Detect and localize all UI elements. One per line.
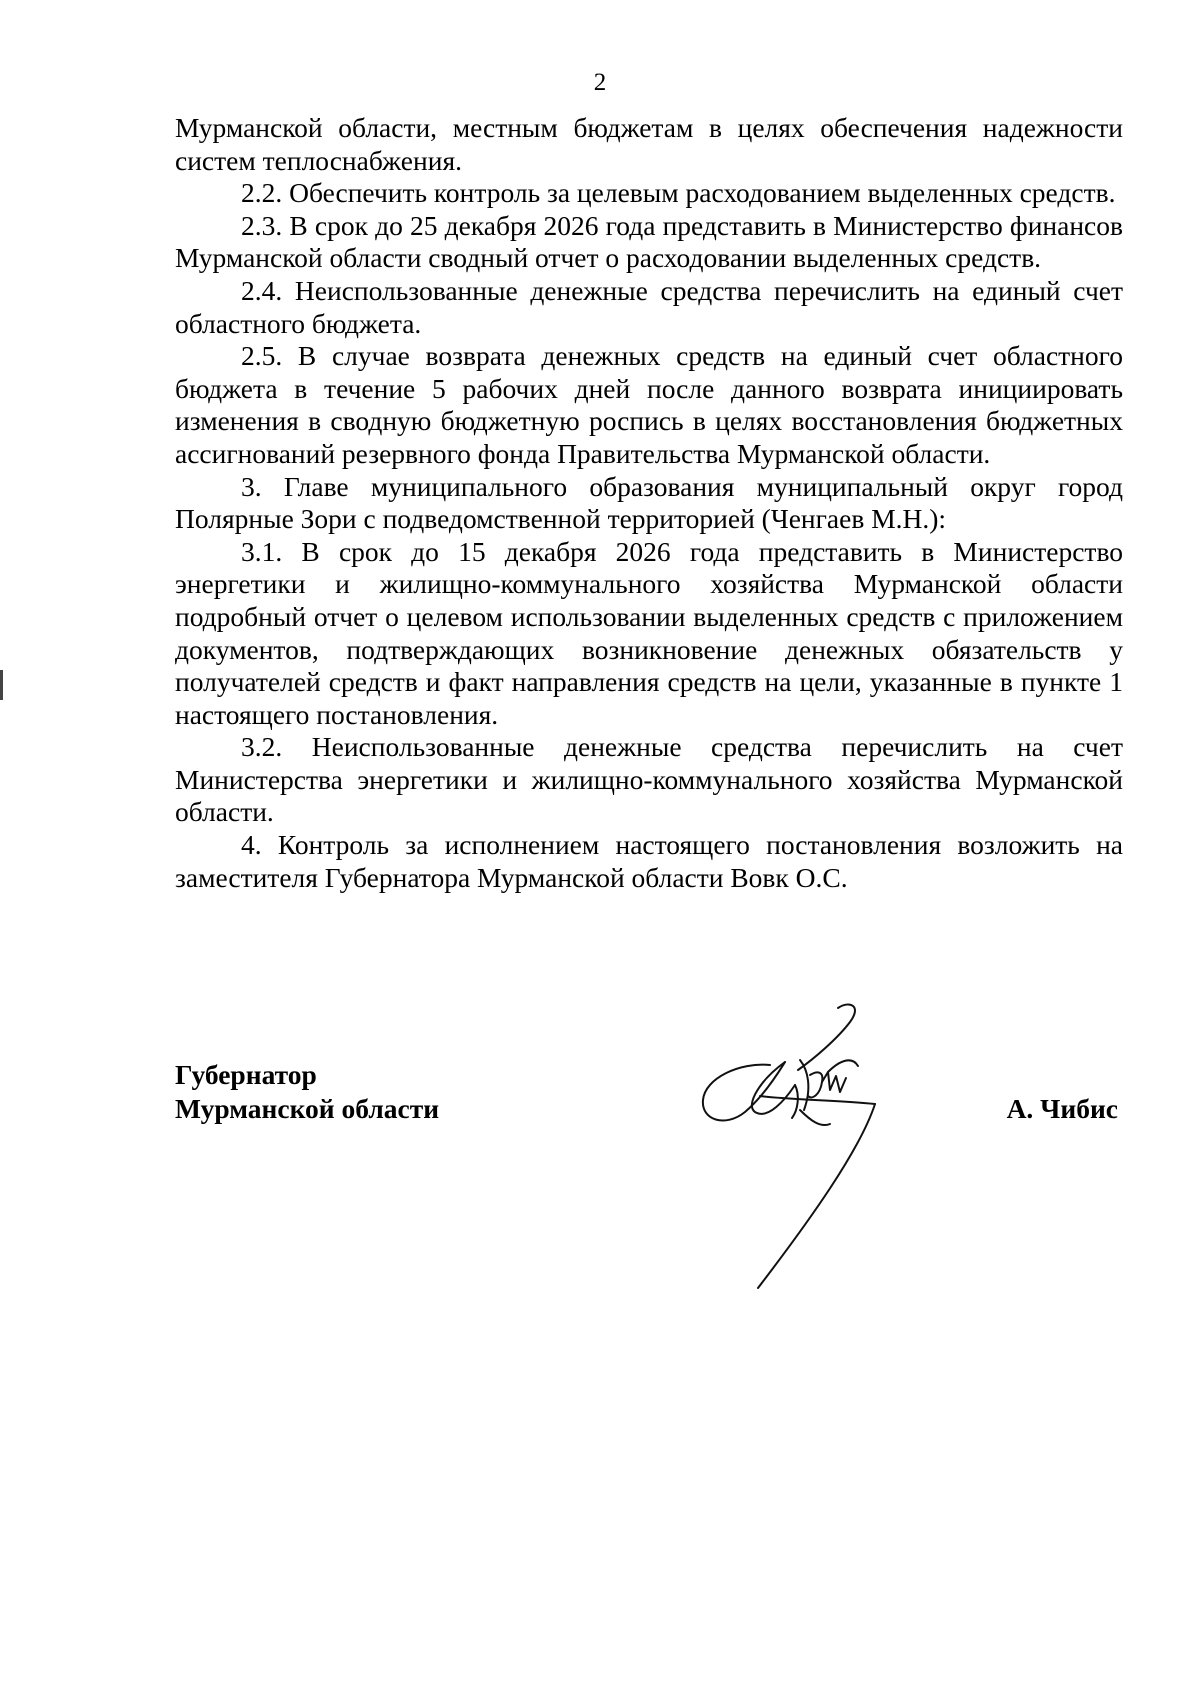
paragraph-3-2: 3.2. Неиспользованные денежные средства перечислить на счет Министерства энергетики и жилищно-коммунального хозяйства Мурманской области. (175, 731, 1123, 828)
signer-position-line2: Мурманской области (175, 1093, 440, 1124)
paragraph-2-3: 2.3. В срок до 25 декабря 2026 года представить в Министерство финансов Мурманской области сводный отчет о расходовании выделенных средств. (175, 209, 1123, 274)
document-body (175, 112, 1123, 894)
handwritten-signature (700, 1000, 920, 1300)
paragraph-3-1: 3.1. В срок до 15 декабря 2026 года представить в Министерство энергетики и жилищно-коммунального хозяйства Мурманской области подробный отчет о целевом использовании выделенных средств с приложением документов, подтверждающих возникновение денежных обязательств у получателей средств и факт направления средств на цели, указанные в пункте 1 настоящего постановления. (175, 535, 1123, 730)
paragraph-continuation: Мурманской области, местным бюджетам в целях обеспечения надежности систем теплоснабжения. (175, 112, 1123, 176)
signer-name: А. Чибис (1006, 1093, 1118, 1124)
signer-position (175, 1058, 439, 1126)
signer-position-line1: Губернатор (175, 1059, 317, 1090)
scan-margin-mark (0, 670, 3, 700)
paragraph-2-5: 2.5. В случае возврата денежных средств на единый счет областного бюджета в течение 5 рабочих дней после данного возврата инициировать изменения в сводную бюджетную роспись в целях восстановления бюджетных ассигнований резервного фонда Правительства Мурманской области. (175, 340, 1123, 469)
paragraph-2-2: 2.2. Обеспечить контроль за целевым расходованием выделенных средств. (241, 177, 1116, 209)
paragraph-4: 4. Контроль за исполнением настоящего постановления возложить на заместителя Губернатора Мурманской области Вовк О.С. (175, 829, 1123, 893)
page-number: 2 (593, 69, 607, 96)
paragraph-3: 3. Главе муниципального образования муниципальный округ город Полярные Зори с подведомственной территорией (Ченгаев М.Н.): (175, 470, 1123, 535)
paragraph-2-4: 2.4. Неиспользованные денежные средства перечислить на единый счет областного бюджета. (175, 274, 1123, 339)
